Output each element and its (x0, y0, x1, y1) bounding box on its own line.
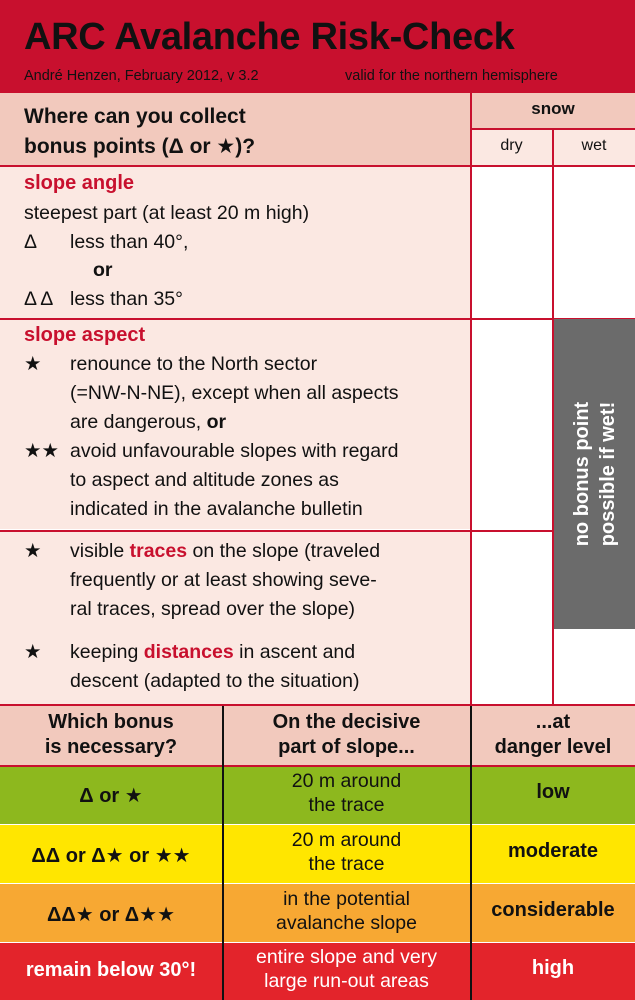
grid-line (0, 318, 635, 320)
triangle-symbol: Δ (24, 231, 38, 253)
traces-item: visible traces on the slope (traveled frequently or at least showing seve- ral traces, spread over the slope) (70, 540, 381, 620)
bonus-question: Where can you collect bonus points (Δ or ★)? (24, 105, 256, 158)
or-label: or (93, 259, 113, 281)
distances-item: keeping distances in ascent and descent (adapted to the situation) (70, 641, 360, 692)
dry-label: dry (500, 137, 523, 154)
star-symbol: ★ (24, 641, 42, 663)
row-area: entire slope and very large run-out areas (255, 946, 438, 992)
double-triangle-symbol: Δ Δ (24, 288, 54, 310)
row-level: moderate (507, 840, 599, 862)
row-area: in the potential avalanche slope (276, 888, 417, 934)
double-star-symbol: ★★ (24, 440, 59, 462)
slope-angle-title: slope angle (24, 172, 135, 194)
validity-note: valid for the northern hemisphere (345, 68, 558, 84)
row-bonus: ΔΔ★ or Δ★★ (46, 904, 176, 926)
slope-angle-desc: steepest part (at least 20 m high) (24, 202, 310, 224)
grid-line (471, 128, 635, 130)
grid-line (0, 942, 635, 943)
col-header-bonus: Which bonus is necessary? (44, 711, 178, 758)
grid-line (0, 165, 635, 167)
slope-aspect-title: slope aspect (24, 324, 146, 346)
star-symbol: ★ (24, 353, 42, 375)
grid-line (0, 765, 635, 767)
snow-label: snow (531, 99, 575, 118)
wet-label: wet (581, 137, 607, 154)
row-bonus: ΔΔ or Δ★ or ★★ (31, 845, 191, 867)
page-title: ARC Avalanche Risk-Check (24, 16, 515, 58)
row-level: high (531, 957, 575, 979)
wet-warning-text: no bonus point possible if wet! (570, 401, 619, 547)
grid-line (470, 93, 472, 705)
col-header-danger-level: ...at danger level (494, 711, 612, 758)
col-header-slope-part: On the decisive part of slope... (272, 711, 421, 758)
row-level: low (536, 781, 570, 803)
grid-line (0, 883, 635, 884)
aspect-item-1: renounce to the North sector (=NW-N-NE), except when all aspects are dangerous, or (70, 353, 399, 433)
row-bonus: Δ or ★ (79, 785, 143, 807)
angle-option-40: less than 40°, (70, 231, 189, 253)
row-area: 20 m around the trace (291, 829, 402, 875)
row-level: considerable (491, 899, 615, 921)
row-bonus: remain below 30°! (25, 959, 197, 981)
row-area: 20 m around the trace (291, 770, 402, 816)
grid-line (0, 824, 635, 825)
aspect-item-2: avoid unfavourable slopes with regard to aspect and altitude zones as indicated in the avalanche bulletin (70, 440, 399, 520)
author-version: André Henzen, February 2012, v 3.2 (24, 68, 259, 84)
star-symbol: ★ (24, 540, 42, 562)
angle-option-35: less than 35° (70, 288, 183, 310)
grid-line (0, 530, 554, 532)
